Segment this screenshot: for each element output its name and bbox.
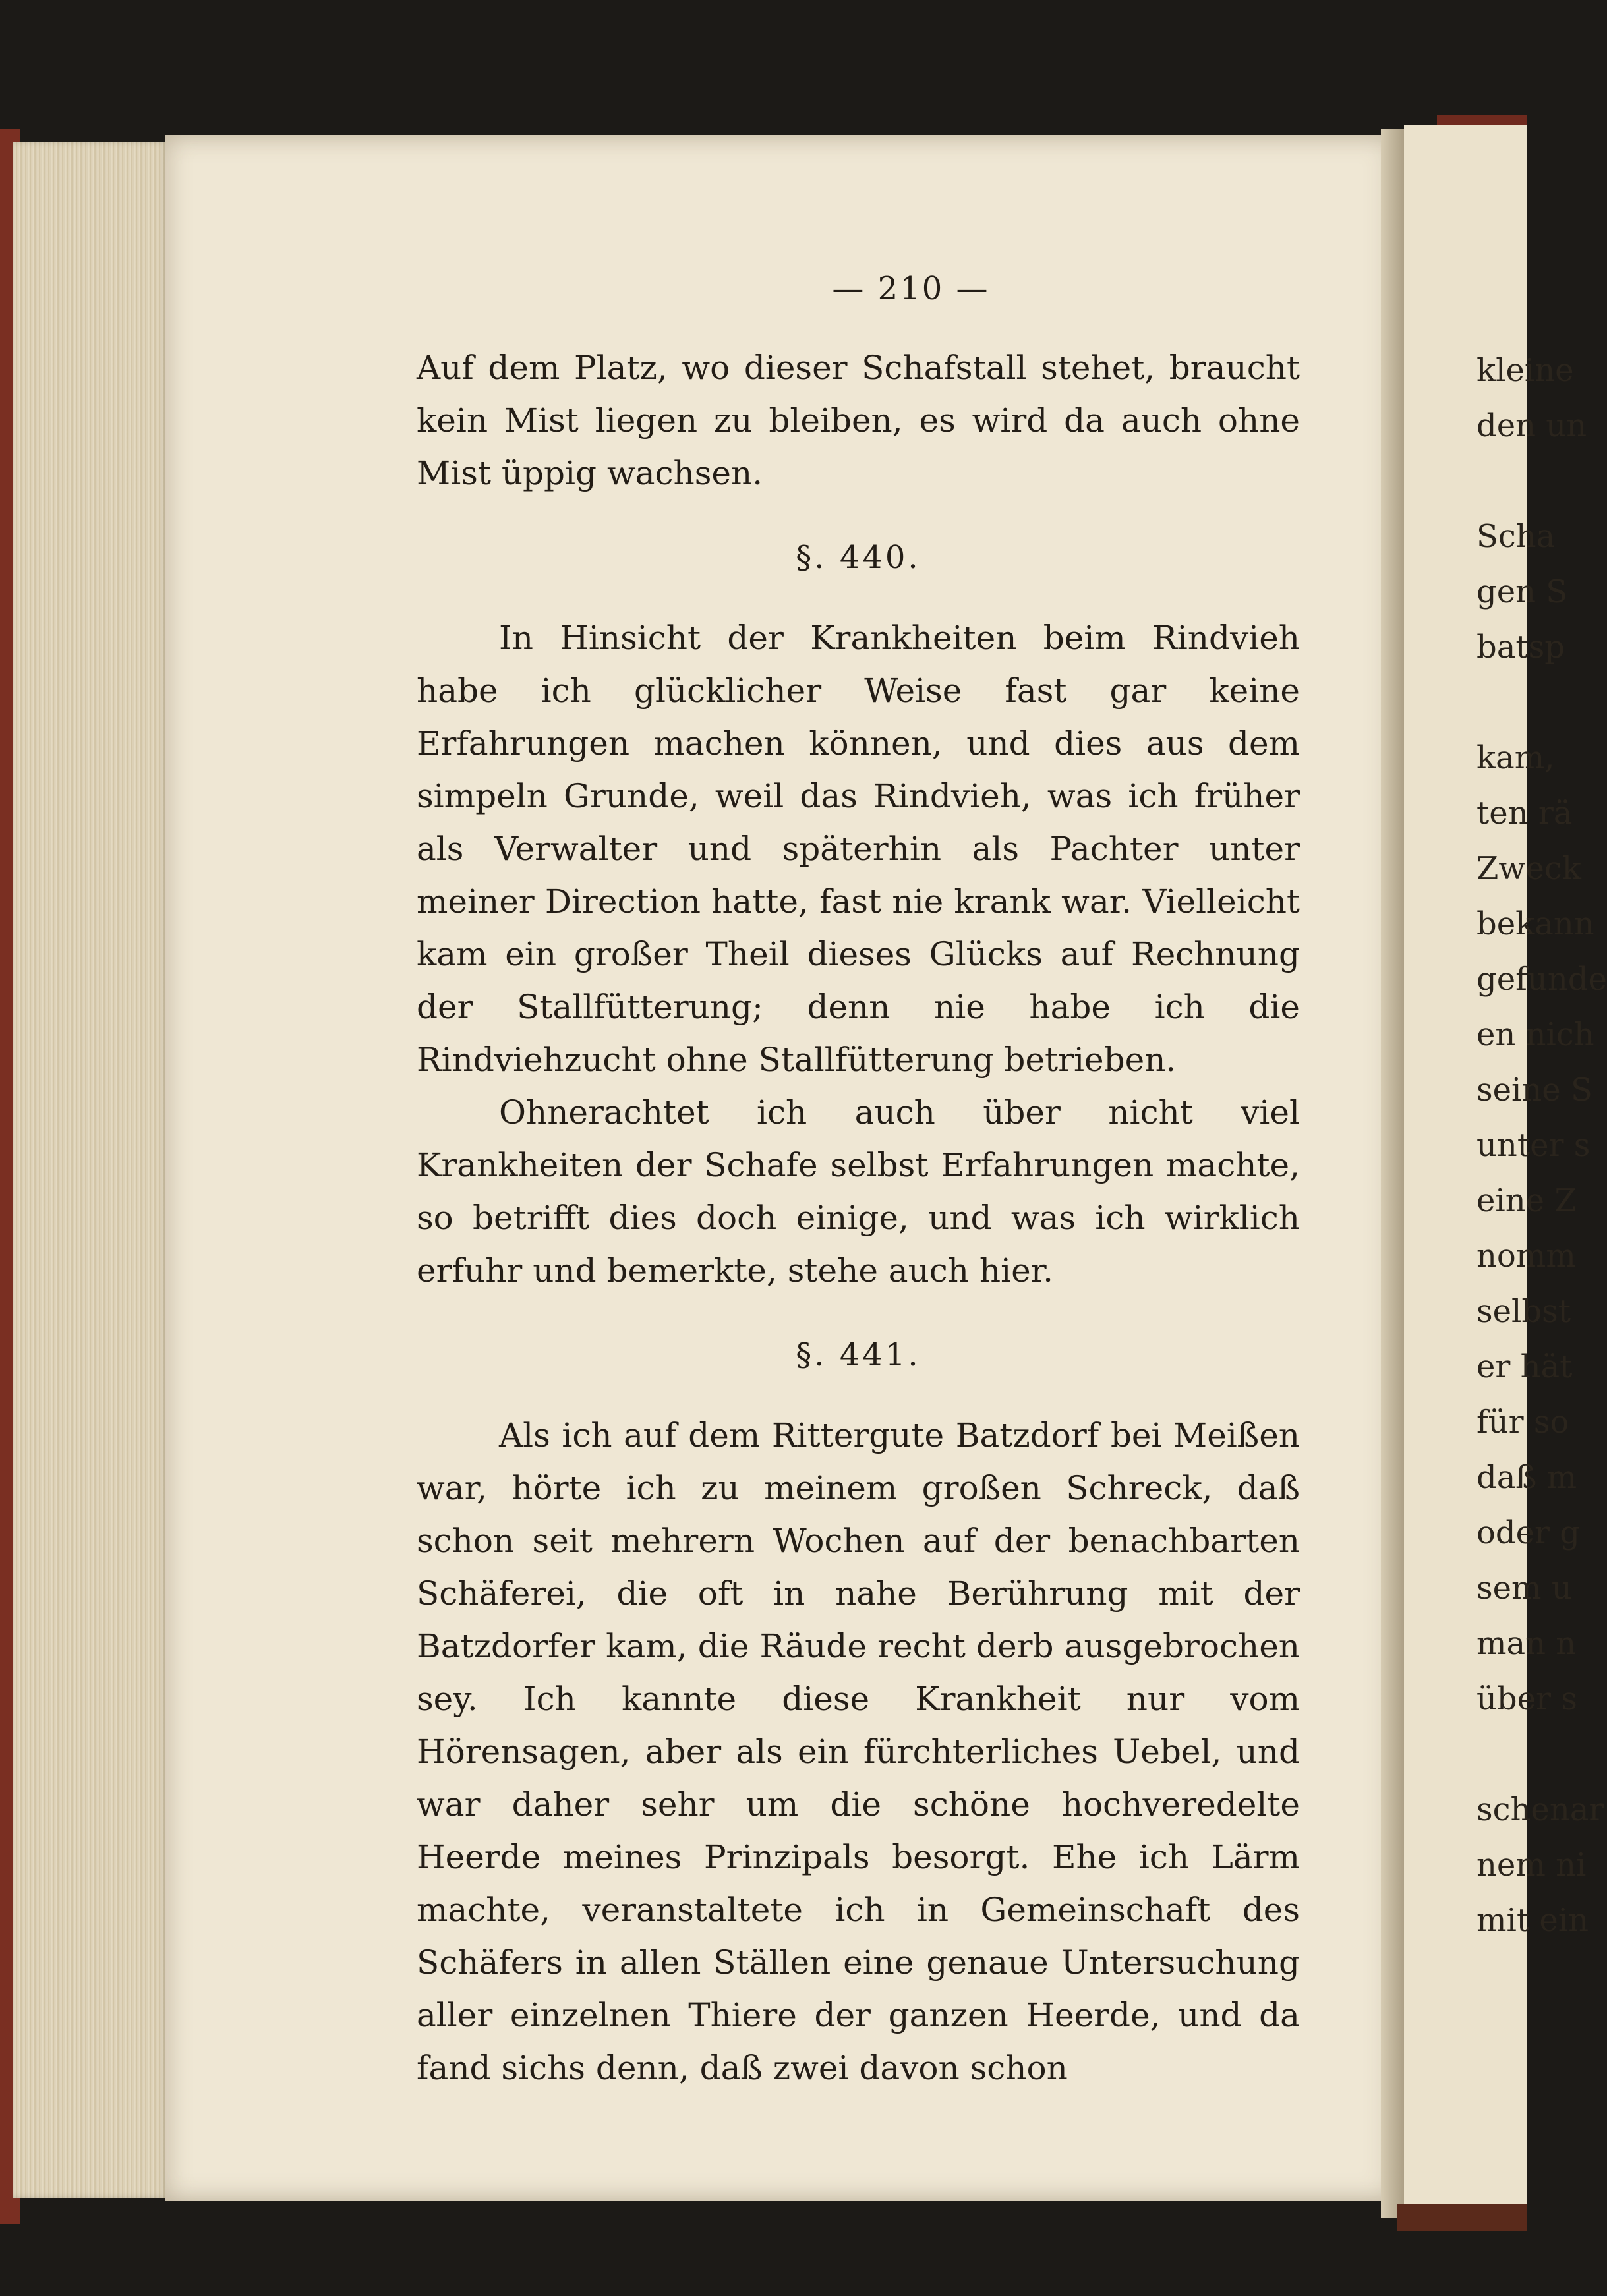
book-cover-bottom (1397, 2204, 1527, 2231)
facing-page-text: kleine den un Scha gen S batsp kam, ten rä Zweck bekann gefunde en nich seine S unter s eine Z nomm selbst er hät für so daß m oder g sem u man n über s schenar nem ni mit ein (1476, 352, 1607, 1939)
section-heading: §. 440. (796, 539, 921, 576)
page-edges (13, 142, 168, 2198)
paragraph: In Hinsicht der Krankheiten beim Rindvieh habe ich glücklicher Weise fast gar keine Erfahrungen machen können, und dies aus dem simpeln Grunde, weil das Rindvieh, was ich früher als Verwalter und späterhin als Pachter unter meiner Direction hatte, fast nie krank war. Vielleicht kam ein großer Theil dieses Glücks auf Rechnung der Stallfütterung; denn nie habe ich die Rindviehzucht ohne Stallfütterung betrieben. (417, 619, 1300, 1079)
book-gutter (1381, 129, 1407, 2218)
page-body (417, 341, 1300, 2094)
page-number: — 210 — (832, 270, 990, 307)
paragraph: Ohnerachtet ich auch über nicht viel Krankheiten der Schafe selbst Erfahrungen machte, so betrifft dies doch einige, und was ich wirklich erfuhr und bemerkte, stehe auch hier. (417, 1093, 1300, 1290)
section-heading: §. 441. (796, 1336, 921, 1373)
paragraph: Als ich auf dem Rittergute Batzdorf bei Meißen war, hörte ich zu meinem großen Schreck, daß schon seit mehrern Wochen auf der benachbarten Schäferei, die oft in nahe Berührung mit der Batzdorfer kam, die Räude recht derb ausgebrochen sey. Ich kannte diese Krankheit nur vom Hörensagen, aber als ein fürchterliches Uebel, und war daher sehr um die schöne hochveredelte Heerde meines Prinzipals besorgt. Ehe ich Lärm machte, veranstaltete ich in Gemeinschaft des Schäfers in allen Ställen eine genaue Untersuchung aller einzelnen Thiere der ganzen Heerde, und da fand sichs denn, daß zwei davon schon (417, 1416, 1300, 2087)
paragraph: Auf dem Platz, wo dieser Schafstall stehet, braucht kein Mist liegen zu bleiben, es wird da auch ohne Mist üppig wachsen. (417, 349, 1300, 492)
text-block (417, 270, 1300, 2094)
